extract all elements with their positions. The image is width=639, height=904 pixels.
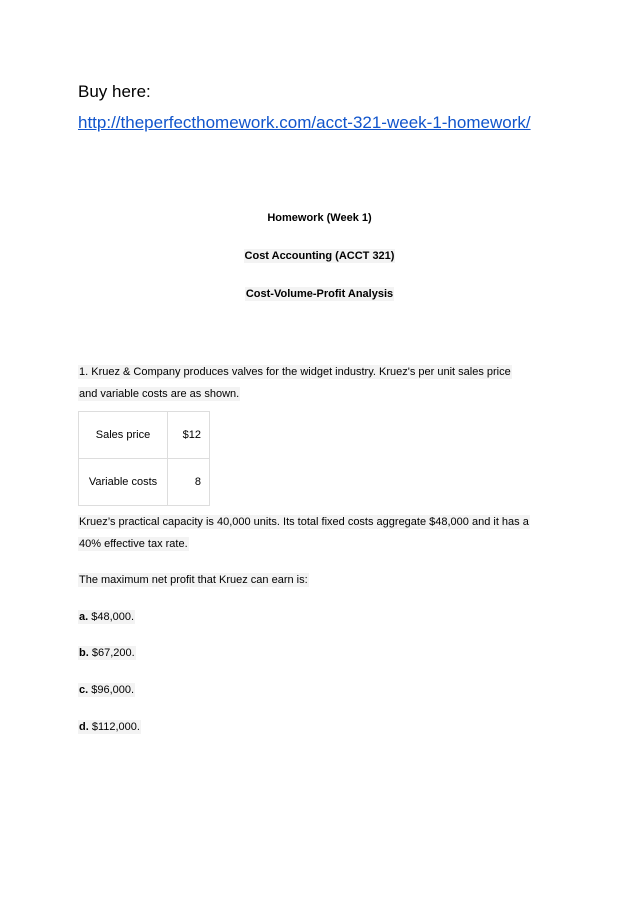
answer-option-c [78,682,135,698]
option-text: $67,200. [88,647,135,659]
option-letter: c. [79,684,89,696]
answer-option-b [78,645,136,661]
question-intro [78,361,568,405]
cost-table [78,411,210,506]
option-letter: b. [79,647,89,659]
option-text: $112,000. [88,721,140,733]
capacity-line2: 40% effective tax rate. [79,538,188,550]
table-row [79,412,210,459]
answer-option-a [78,609,135,625]
title-homework-text: Homework (Week 1) [267,212,372,224]
option-letter: a. [79,611,89,623]
option-letter: d. [79,721,89,733]
buy-here-label: Buy here: [78,82,151,101]
option-text: $96,000. [88,684,135,696]
title-homework [0,211,639,225]
title-topic [0,287,639,301]
title-course [0,249,639,263]
table-cell-label: Variable costs [79,459,168,506]
table-row [79,459,210,506]
question-intro-line1: 1. Kruez & Company produces valves for the widget industry. Kruez's per unit sales price [79,366,511,378]
question-prompt [78,569,568,591]
question-intro-line2: and variable costs are as shown. [79,388,240,400]
title-topic-text: Cost-Volume-Profit Analysis [245,288,394,300]
table-cell-value: 8 [168,459,210,506]
capacity-line1: Kruez’s practical capacity is 40,000 units. Its total fixed costs aggregate $48,000 and it has a [79,516,529,528]
answer-option-d [78,719,141,735]
table-cell-value: $12 [168,412,210,459]
capacity-text [78,511,568,555]
option-text: $48,000. [88,611,135,623]
table-cell-label: Sales price [79,412,168,459]
buy-link[interactable]: http://theperfecthomework.com/acct-321-week-1-homework/ [78,113,531,132]
question-prompt-text: The maximum net profit that Kruez can earn is: [79,574,308,586]
title-course-text: Cost Accounting (ACCT 321) [244,250,395,262]
